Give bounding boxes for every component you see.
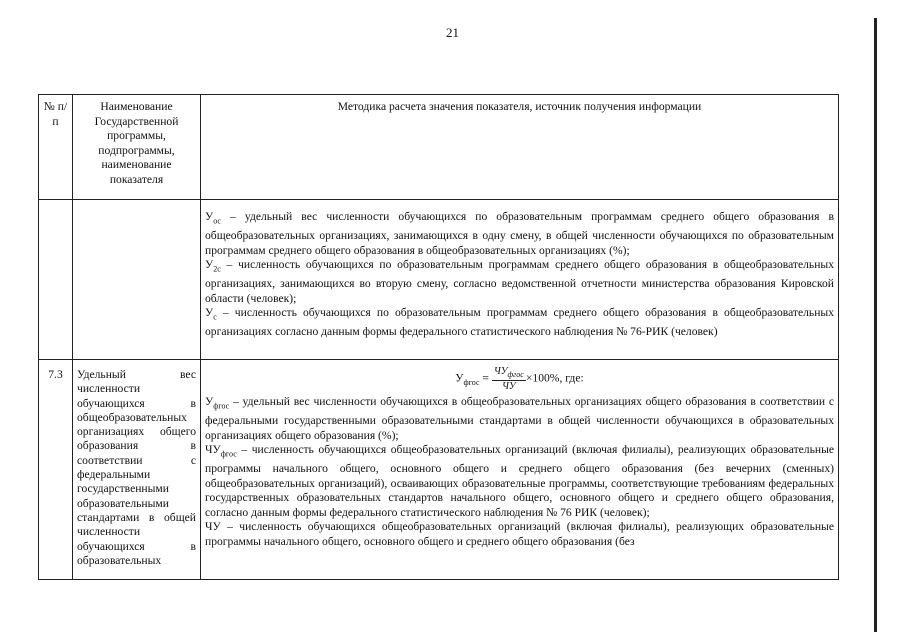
definition-paragraph: ЧУ – численность обучающихся общеобразовательных организаций (включая филиалы), реализующих образовательные программы начального общего, основного общего и среднего общего образования (без [205,520,834,548]
symbol-subscript: ос [213,216,221,226]
symbol: У [205,306,214,320]
header-method: Методика расчета значения показателя, источник получения информации [201,95,839,200]
page-number: 21 [446,25,459,40]
definition-text: – численность обучающихся по образовательным программам среднего общего образования в общеобразовательных организациях согласно данным формы федерального статистического наблюдения № 76-РИК (человек) [205,306,834,339]
formula-lhs-subscript: фгос [463,377,480,387]
row-method [201,360,839,580]
symbol-subscript: фгос [220,449,237,459]
row-method [201,200,839,360]
symbol: У [205,210,214,223]
row-name: Удельный вес численности обучающихся в общеобразовательных организациях общего образования в соответствии с федеральными государственными образовательными стандартами в общей численности обучающихся в образовательных [73,360,201,580]
formula-tail: ×100%, где: [525,371,584,385]
definition-text: – удельный вес численности обучающихся по образовательным программам среднего общего образования в общеобразовательных организациях, занимающихся в одну смену, в общей численности обучающихся по образовательным программам среднего общего образования в общеобразовательных организациях (%); [205,210,834,257]
table-row [39,360,839,580]
definition-text: – удельный вес численности обучающихся в общеобразовательных организациях общего образования в соответствии с федеральными государственными образовательными стандартами в общей численности обучающихся в образовательных организациях общего образования (%); [205,395,834,442]
definition-paragraph [205,395,834,443]
formula-equals: = [479,371,492,385]
numerator-symbol: ЧУ [493,366,508,377]
formula-fraction [492,366,526,392]
symbol-subscript: 2с [213,264,221,274]
definition-paragraph [205,443,834,520]
formula-numerator [492,366,526,381]
row-number: 7.3 [39,360,73,580]
definition-paragraph [205,258,834,306]
table-row [39,200,839,360]
table-header-row [39,95,839,200]
symbol: ЧУ [205,443,221,457]
definition-paragraph [205,306,834,340]
header-name: Наименование Государственной программы, подпрограммы, наименование показателя [73,95,201,200]
numerator-subscript: фгос [507,370,524,379]
definition-paragraph [205,210,834,258]
header-number: № п/п [39,95,73,200]
symbol-subscript: с [213,312,217,322]
row-name [73,200,201,360]
formula-denominator: ЧУ [502,381,516,392]
scan-edge-line [874,18,877,632]
symbol: У [205,395,214,408]
indicator-table [38,94,839,580]
symbol-subscript: фгос [213,401,230,411]
row-number [39,200,73,360]
formula-lhs: У [455,371,464,385]
symbol: У [205,258,214,272]
formula [205,366,834,392]
definition-text: – численность обучающихся по образовательным программам среднего общего образования в общеобразовательных организациях, занимающихся во вторую смену, согласно ведомственной отчетности министерства образования Кировской области (человек); [205,258,834,305]
definition-text: – численность обучающихся общеобразовательных организаций (включая филиалы), реализующих образовательные программы начального общего, основного общего и среднего общего образования (без вечерних (сменных) общеобразовательных организаций), осваивающих образовательные программы, соответствующие требованиям федеральных государственных образовательных стандартов начального общего, основного общего и среднего общего образования, согласно данным формы федерального статистического наблюдения № 76 РИК (человек); [205,443,834,519]
